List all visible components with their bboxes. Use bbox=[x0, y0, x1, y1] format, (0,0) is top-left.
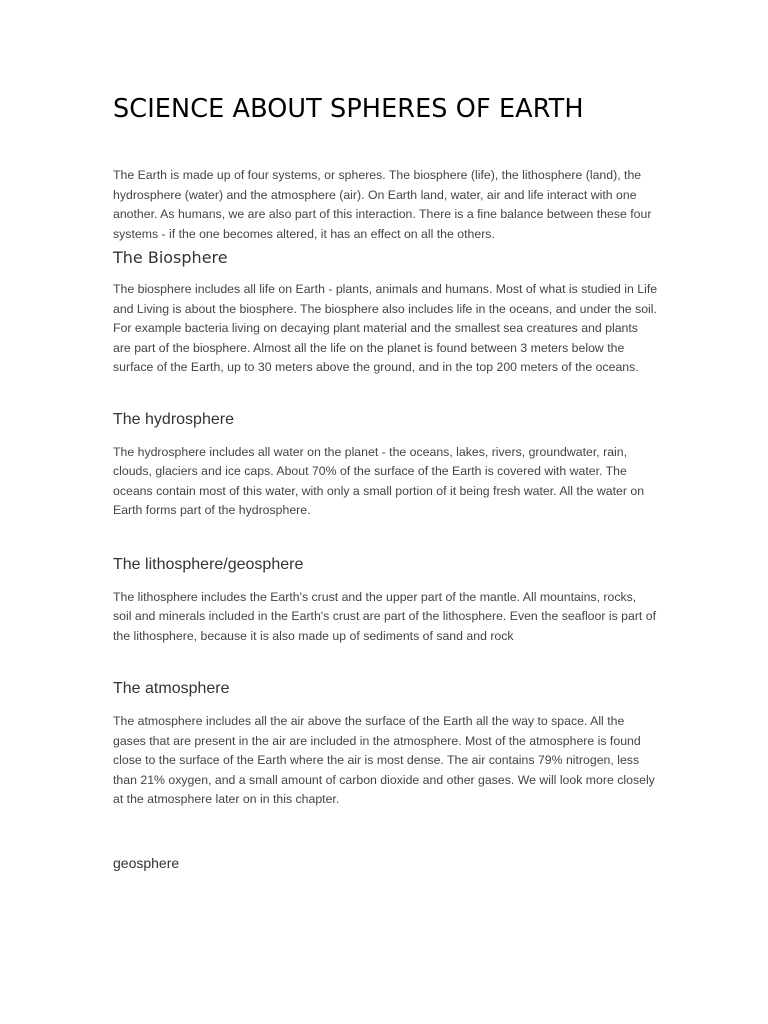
section-heading-hydrosphere: The hydrosphere bbox=[113, 410, 234, 428]
section-heading-biosphere: The Biosphere bbox=[113, 248, 228, 267]
trailing-geosphere-text: geosphere bbox=[113, 854, 180, 871]
section-heading-atmosphere: The atmosphere bbox=[113, 680, 230, 697]
intro-paragraph: The Earth is made up of four systems, or spheres. The biosphere (life), the lithosphere (land), the hydrosphere (water) and the atmosphere (air). On Earth land, water, air and life interact with one another. As humans, we are also part of this interaction. There is a fine balance between these four systems - if the one becomes altered, it has an effect on all the others. bbox=[113, 168, 652, 241]
document-content bbox=[113, 92, 658, 873]
section-text-atmosphere: The atmosphere includes all the air above the surface of the Earth all the way to space. All the gases that are present in the air are included in the atmosphere. Most of the atmosphere is found close to the surface of the Earth where the air is most dense. The air contains 79% nitrogen, less than 21% oxygen, and a small amount of carbon dioxide and other gases. We will look more closely at the atmosphere later on in this chapter. bbox=[113, 714, 655, 806]
section-heading-lithosphere: The lithosphere/geosphere bbox=[113, 555, 304, 573]
document-title: SCIENCE ABOUT SPHERES OF EARTH bbox=[113, 94, 584, 124]
section-text-biosphere: The biosphere includes all life on Earth - plants, animals and humans. Most of what is studied in Life and Living is about the biosphere. The biosphere also includes life in the oceans, and under the soil. For example bacteria living on decaying plant material and the smallest sea creatures and plants are part of the biosphere. Almost all the life on the planet is found between 3 meters below the surface of the Earth, up to 30 meters above the ground, and in the top 200 meters of the oceans. bbox=[113, 282, 658, 374]
section-text-hydrosphere: The hydrosphere includes all water on the planet - the oceans, lakes, rivers, groundwater, rain, clouds, glaciers and ice caps. About 70% of the surface of the Earth is covered with water. The oceans contain most of this water, with only a small portion of it being fresh water. All the water on Earth forms part of the hydrosphere. bbox=[113, 444, 645, 517]
section-text-lithosphere: The lithosphere includes the Earth's crust and the upper part of the mantle. All mountains, rocks, soil and minerals included in the Earth's crust are part of the lithosphere. Even the seafloor is part of the lithosphere, because it is also made up of sediments of sand and rock bbox=[113, 589, 657, 643]
